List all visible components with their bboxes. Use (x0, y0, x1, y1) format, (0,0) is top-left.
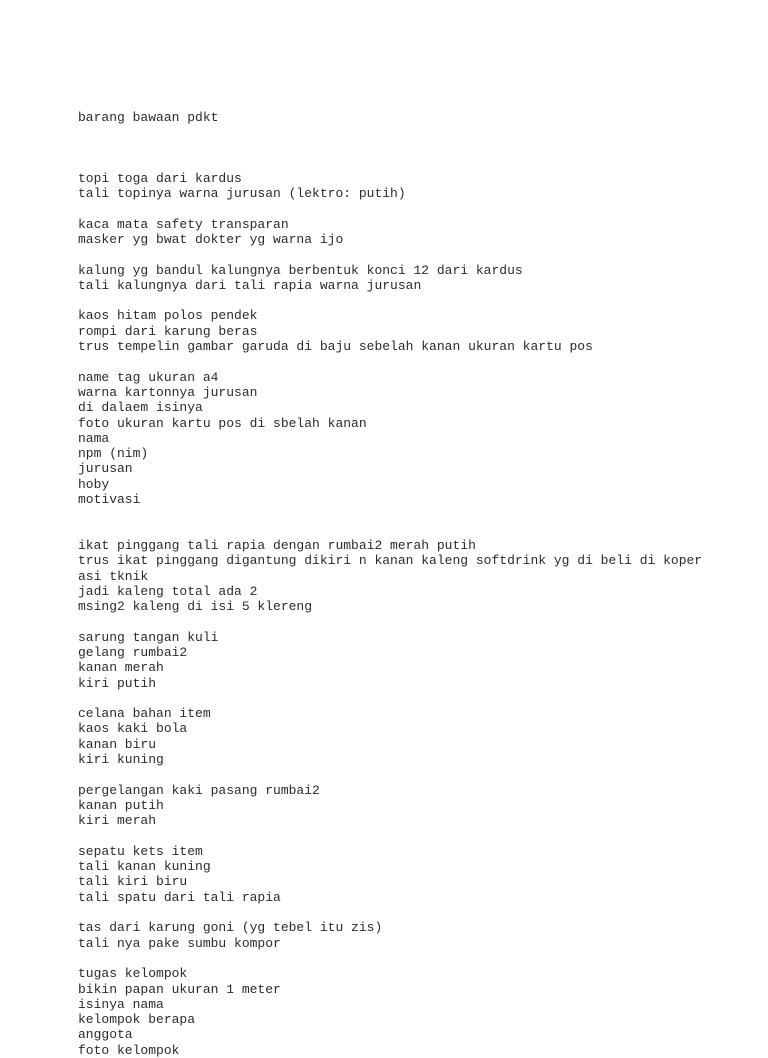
text-line: sarung tangan kuli (78, 629, 219, 645)
text-line: kaca mata safety transparan (78, 216, 289, 232)
blank-line (78, 905, 758, 920)
text-line: tas dari karung goni (yg tebel itu zis) (78, 920, 383, 936)
text-line: kiri merah (78, 813, 157, 829)
text-line: hoby (78, 476, 110, 492)
text-line: tali kiri biru (78, 874, 188, 890)
text-line: kiri putih (78, 675, 157, 691)
text-line: masker yg bwat dokter yg warna ijo (78, 231, 344, 247)
text-line: npm (nim) (78, 446, 149, 462)
blank-line (78, 507, 758, 538)
document-title: barang bawaan pdkt (78, 109, 219, 125)
text-line: trus ikat pinggang digantung dikiri n kanan kaleng softdrink yg di beli di koper (78, 553, 703, 569)
text-line: sepatu kets item (78, 843, 203, 859)
text-line: topi toga dari kardus (78, 170, 242, 186)
text-line: asi tknik (78, 568, 149, 584)
text-line: kaos hitam polos pendek (78, 308, 258, 324)
text-line: kalung yg bandul kalungnya berbentuk konci 12 dari kardus (78, 262, 523, 278)
text-line: kaos kaki bola (78, 721, 188, 737)
text-line: warna kartonnya jurusan (78, 384, 258, 400)
text-line: kelompok berapa (78, 1012, 196, 1028)
text-line: bikin papan ukuran 1 meter (78, 981, 281, 997)
text-line: kanan merah (78, 660, 164, 676)
text-line: jurusan (78, 461, 133, 477)
blank-line (78, 155, 758, 170)
blank-line (78, 354, 758, 369)
text-line: gelang rumbai2 (78, 644, 188, 660)
text-line: tali nya pake sumbu kompor (78, 935, 281, 951)
text-line: trus tempelin gambar garuda di baju sebelah kanan ukuran kartu pos (78, 339, 593, 355)
text-line: kanan biru (78, 736, 157, 752)
text-line: tali topinya warna jurusan (lektro: putih) (78, 186, 406, 202)
text-line: tali kalungnya dari tali rapia warna jurusan (78, 277, 422, 293)
blank-line (78, 829, 758, 844)
text-line: kanan putih (78, 797, 164, 813)
blank-line (78, 293, 758, 308)
blank-line (78, 767, 758, 782)
blank-line (78, 247, 758, 262)
blank-line (78, 201, 758, 216)
blank-line (78, 691, 758, 706)
text-line: tugas kelompok (78, 966, 188, 982)
text-line: tali spatu dari tali rapia (78, 889, 281, 905)
text-line: isinya nama (78, 996, 164, 1012)
text-line: rompi dari karung beras (78, 323, 258, 339)
text-line: nama (78, 430, 110, 446)
text-line: kiri kuning (78, 752, 164, 768)
text-line: celana bahan item (78, 706, 211, 722)
text-line: tali kanan kuning (78, 859, 211, 875)
text-line: di dalaem isinya (78, 400, 203, 416)
text-line: msing2 kaleng di isi 5 klereng (78, 599, 313, 615)
text-line: jadi kaleng total ada 2 (78, 583, 258, 599)
document-text (78, 79, 758, 1058)
text-line: anggota (78, 1027, 133, 1043)
text-line: pergelangan kaki pasang rumbai2 (78, 782, 320, 798)
blank-line (78, 614, 758, 629)
text-line: foto ukuran kartu pos di sbelah kanan (78, 415, 367, 431)
text-line: name tag ukuran a4 (78, 369, 219, 385)
blank-line (78, 951, 758, 966)
text-line: motivasi (78, 492, 141, 508)
text-line: foto kelompok (78, 1042, 180, 1058)
text-line: ikat pinggang tali rapia dengan rumbai2 merah putih (78, 537, 476, 553)
